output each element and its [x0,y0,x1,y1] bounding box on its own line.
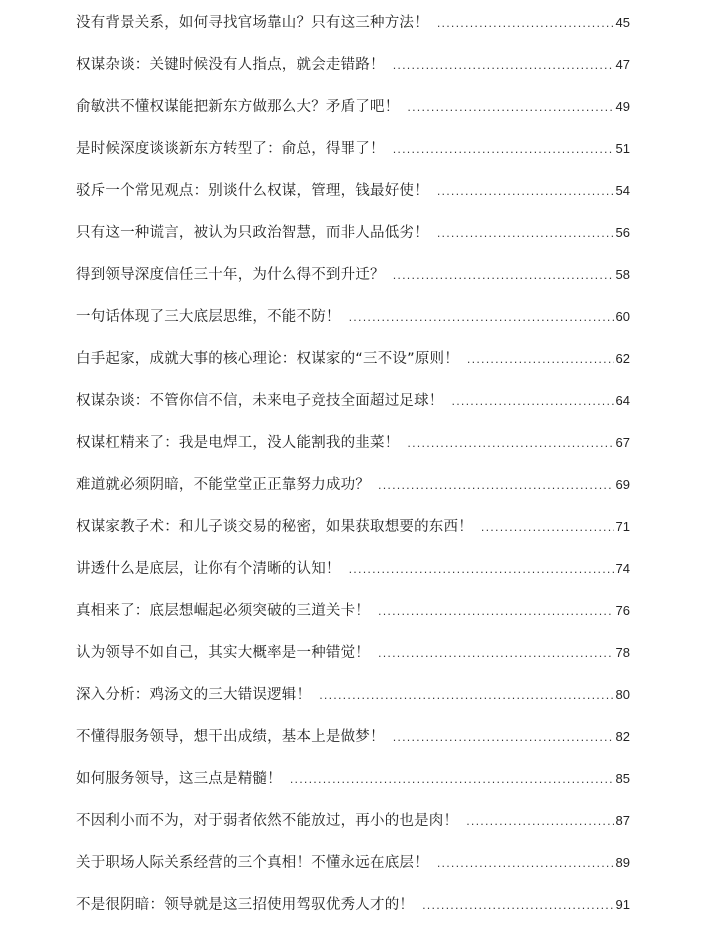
toc-dot-leader [349,559,614,581]
toc-entry[interactable] [76,600,630,642]
toc-entry-title: 一句话体现了三大底层思维，不能不防！ [76,309,341,325]
toc-entry[interactable] [76,180,630,222]
toc-entry-title: 不因利小而不为，对于弱者依然不能放过，再小的也是肉！ [76,813,459,829]
toc-entry[interactable] [76,54,630,96]
toc-entry-page-number: 80 [615,687,630,702]
toc-entry-page-number: 89 [615,855,630,870]
toc-entry-title: 关于职场人际关系经营的三个真相！不懂永远在底层！ [76,855,429,871]
toc-dot-leader [378,475,614,497]
table-of-contents [76,12,630,936]
toc-entry-page-number: 58 [615,267,630,282]
toc-dot-leader [437,13,614,35]
toc-entry-page-number: 60 [615,309,630,324]
toc-entry-page-number: 82 [615,729,630,744]
toc-entry-title: 没有背景关系，如何寻找官场靠山？只有这三种方法！ [76,15,429,31]
toc-entry[interactable] [76,810,630,852]
toc-dot-leader [407,97,613,119]
toc-entry-page-number: 71 [615,519,630,534]
toc-dot-leader [378,601,614,623]
toc-dot-leader [466,811,613,833]
toc-entry[interactable] [76,474,630,516]
toc-entry-title: 权谋杂谈：关键时候没有人指点，就会走错路！ [76,57,385,73]
toc-entry-title: 真相来了：底层想崛起必须突破的三道关卡！ [76,603,370,619]
toc-entry[interactable] [76,432,630,474]
toc-dot-leader [407,433,613,455]
toc-entry[interactable] [76,684,630,726]
toc-entry-title: 权谋杠精来了：我是电焊工，没人能割我的韭菜！ [76,435,400,451]
toc-dot-leader [393,265,614,287]
toc-entry[interactable] [76,96,630,138]
toc-entry-page-number: 67 [615,435,630,450]
toc-entry-page-number: 62 [615,351,630,366]
toc-dot-leader [422,895,613,917]
toc-entry-page-number: 64 [615,393,630,408]
toc-dot-leader [437,181,614,203]
toc-entry[interactable] [76,348,630,390]
toc-entry-page-number: 56 [615,225,630,240]
toc-entry[interactable] [76,558,630,600]
toc-dot-leader [349,307,614,329]
toc-entry-title: 是时候深度谈谈新东方转型了：俞总，得罪了！ [76,141,385,157]
toc-dot-leader [290,769,614,791]
toc-dot-leader [437,853,614,875]
toc-entry-page-number: 74 [615,561,630,576]
toc-entry[interactable] [76,768,630,810]
toc-entry-title: 不懂得服务领导，想干出成绩，基本上是做梦！ [76,729,385,745]
toc-entry[interactable] [76,306,630,348]
toc-entry-title: 只有这一种谎言，被认为只政治智慧，而非人品低劣！ [76,225,429,241]
toc-dot-leader [319,685,613,707]
toc-entry-title: 得到领导深度信任三十年，为什么得不到升迁？ [76,267,385,283]
toc-dot-leader [393,139,614,161]
toc-entry-title: 认为领导不如自己，其实大概率是一种错觉！ [76,645,370,661]
toc-entry-page-number: 47 [615,57,630,72]
toc-dot-leader [393,55,614,77]
toc-entry[interactable] [76,726,630,768]
toc-entry-title: 俞敏洪不懂权谋能把新东方做那么大？矛盾了吧！ [76,99,400,115]
toc-entry-page-number: 78 [615,645,630,660]
toc-entry[interactable] [76,852,630,894]
toc-entry[interactable] [76,516,630,558]
toc-entry[interactable] [76,12,630,54]
toc-entry-page-number: 54 [615,183,630,198]
toc-entry-page-number: 69 [615,477,630,492]
toc-entry-page-number: 49 [615,99,630,114]
toc-entry-title: 深入分析：鸡汤文的三大错误逻辑！ [76,687,312,703]
toc-entry[interactable] [76,264,630,306]
toc-entry-page-number: 45 [615,15,630,30]
toc-entry[interactable] [76,894,630,936]
toc-entry-title: 白手起家，成就大事的核心理论：权谋家的“三不设”原则！ [76,351,459,367]
toc-dot-leader [481,517,614,539]
toc-dot-leader [437,223,614,245]
toc-entry-title: 权谋杂谈：不管你信不信，未来电子竞技全面超过足球！ [76,393,444,409]
toc-entry-title: 如何服务领导，这三点是精髓！ [76,771,282,787]
toc-entry-page-number: 51 [615,141,630,156]
toc-entry-page-number: 85 [615,771,630,786]
toc-entry[interactable] [76,222,630,264]
toc-entry-title: 不是很阴暗：领导就是这三招使用驾驭优秀人才的！ [76,897,415,913]
toc-entry[interactable] [76,390,630,432]
toc-dot-leader [378,643,614,665]
toc-entry-title: 难道就必须阴暗，不能堂堂正正靠努力成功？ [76,477,370,493]
toc-entry-title: 权谋家教子术：和儿子谈交易的秘密，如果获取想要的东西！ [76,519,473,535]
toc-entry-page-number: 87 [615,813,630,828]
toc-entry-title: 讲透什么是底层，让你有个清晰的认知！ [76,561,341,577]
toc-entry-page-number: 91 [615,897,630,912]
toc-entry[interactable] [76,138,630,180]
toc-entry[interactable] [76,642,630,684]
toc-entry-title: 驳斥一个常见观点：别谈什么权谋，管理，钱最好使！ [76,183,429,199]
toc-dot-leader [393,727,614,749]
toc-dot-leader [452,391,614,413]
toc-entry-page-number: 76 [615,603,630,618]
toc-dot-leader [467,349,614,371]
